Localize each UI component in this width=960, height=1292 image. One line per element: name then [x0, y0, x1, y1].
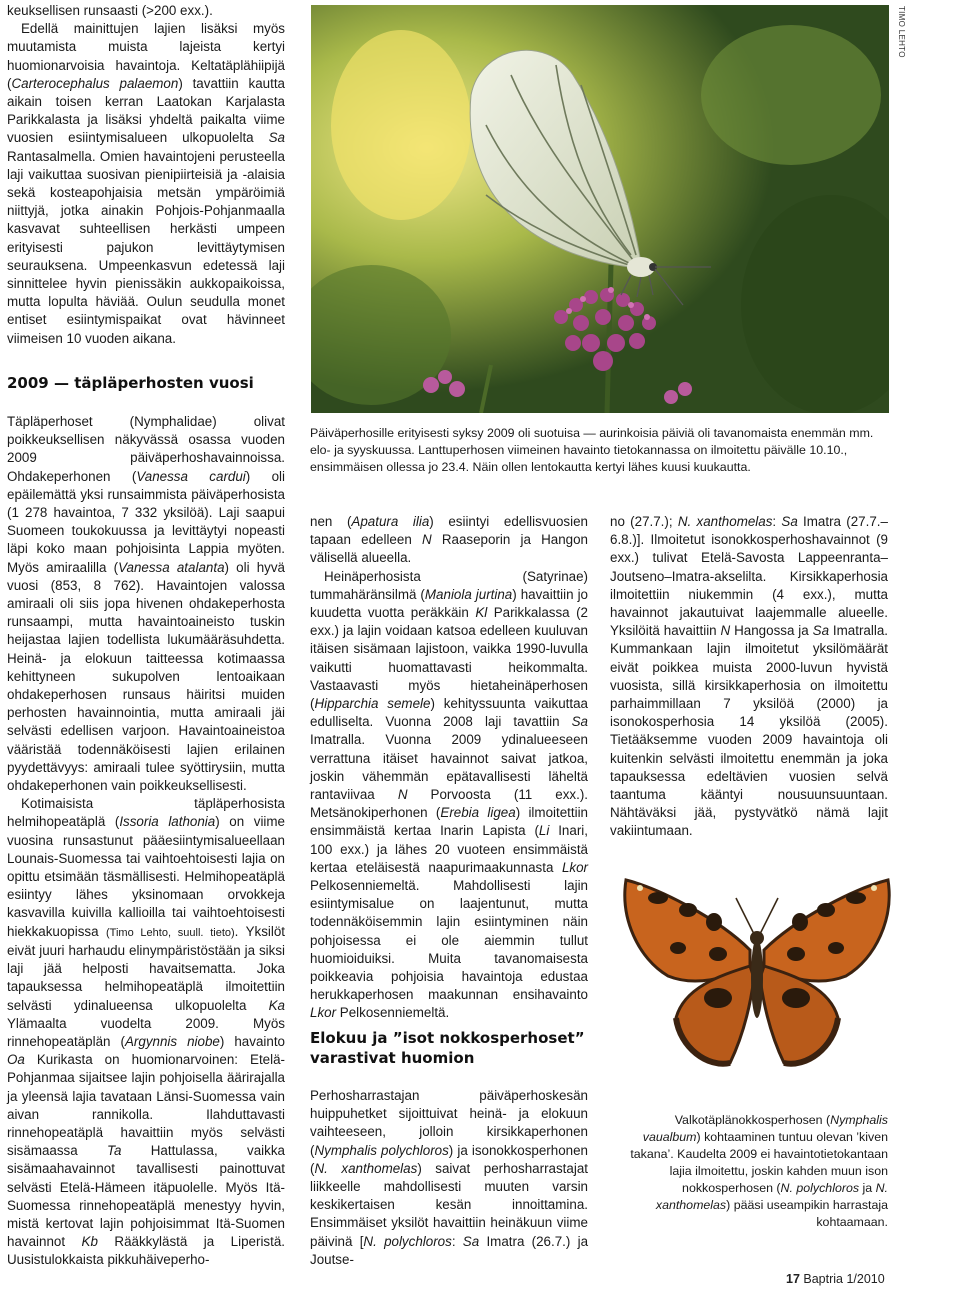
paragraph: Edellä mainittujen lajien lisäksi myös muutamista muista lajeista kertyi huomionarvoisia havaintoja. Keltatäplähiipijä (Carterocephalus palaemon) tavattiin kautta aikain toisen kerran Laatokan Karjalasta Parikkalasta ja lisäksi yhdeltä paikalta viime vuosien esiintymisalueen ulkopuolelta Sa Rantasalmella. Omien havaintojeni perusteella laji vaikuttaa suosivan pienipiirteisiä ja -alaisia sekä kosteapohjaisia metsän ympäröimiä niittyjä, jotka ainakin Pohjois-Pohjanmaalla kasvavat suhteellisen herkästi umpeen erityisesti pajukon levittäytymisen seurauksena. Umpeenkasvun edetessä laji sinnittelee hyvin pienissäkin aukkopaikoissa, mutta lopulta häviää. Oulun seudulla monet entiset esiintymispaikat ovat hävinneet viimeisen 10 vuoden aikana.	[7, 21, 285, 346]
paragraph: keuksellisen runsaasti (>200 exx.).	[7, 3, 213, 18]
photo-caption-top: Päiväperhosille erityisesti syksy 2009 oli suotuisa — aurinkoisia päiviä oli tavanomaista enemmän mm. elo- ja syyskuussa. Lanttuperhosen viimeinen havainto tietokannassa on ilmoitettu päivälle 10.10., ensimmäisen ollessa jo 23.4. Näin ollen lentokautta kertyi lähes kuusi kuukautta.	[310, 426, 874, 474]
page-number: 17	[786, 1272, 800, 1286]
photo-caption-bottom: Valkotäplänokkosperhosen (Nymphalis vaualbum) kohtaaminen tuntuu olevan ’kiven takana’. Kaudelta 2009 ei havaintotietokantaan lajia ilmoitettu, joskin kahden muun ison nokkosperhosen (N. polychloros ja N. xanthomelas) pääsi useampikin harrastaja kohtaamaan.	[630, 1113, 888, 1229]
section-heading-2009: 2009 — täpläperhosten vuosi	[7, 374, 254, 392]
paragraph: Heinäperhosista (Satyrinae) tummahäränsilmä (Maniola jurtina) havaittiin jo kuudetta vuotta peräkkäin Kl Parikkalassa (2 exx.) ja lajin voidaan katsoa edelleen kuuluvan itäisen sisämaan lajistoon, vaikka 1990-luvulla vaikutti huomattavasti heikommalta. Vastaavasti myös hietaheinäperhosen (Hipparchia semele) kehityssuunta vaikuttaa edulliselta. Vuonna 2008 laji tavattiin Sa Imatralla. Vuonna 2009 ydinalueeseen verrattuna itäiset havainnot saivat jatkoa, joskin vähemmän epätavallisesti läheltä rantaviivaa N Porvoosta (11 exx.). Metsänokiperhonen (Erebia ligea) ilmoitettiin ensimmäistä kertaa Inarin Lapista (Li Inari, 100 exx.) ja lähes 20 vuoteen ensimmäistä kertaa eteläisestä naapurimaakunnasta Lkor Pelkosenniemeltä. Mahdollisesti lajin esiintymisalue on laajentunut, mutta todennäköisemmin lajin esiintyminen näin pohjoisessa ei ole aiemmin tullut huomioiduiksi. Muita tavanomaisesta poikkeavia pohjoisia havaintoja edustaa herukkaperhosen maakunnan ensihavainto Lkor Pelkosenniemeltä.	[310, 568, 589, 1021]
middle-column-bottom	[310, 1087, 588, 1269]
photo-illustration	[311, 5, 889, 413]
paragraph: Perhosharrastajan päiväperhoskesän huippuhetket sijoittuivat heinä- ja elokuun vaihteeseen, jolloin kirsikkaperhonen (Nymphalis polychloros) ja isonokkosperhonen (N. xanthomelas) saivat perhosharrastajat liikkeelle mahdollisesti muuten varsin keskikertaisen kesän innoittamina. Ensimmäiset yksilöt havaittiin heinäkuun viime päivinä [N. polychloros: Sa Imatra (26.7.) ja Joutse-	[310, 1088, 589, 1267]
butterfly-illustration	[618, 858, 896, 1090]
left-column-main	[7, 413, 285, 1270]
white-butterfly-on-flower-photo	[311, 5, 889, 413]
paragraph: nen (Apatura ilia) esiintyi edellisvuosien tapaan edelleen N Raaseporin ja Hangon välisellä alueella.	[310, 514, 589, 566]
middle-column	[310, 513, 588, 1023]
photo-credit: TIMO LEHTO	[897, 6, 906, 58]
paragraph: no (27.7.); N. xanthomelas: Sa Imatra (27.7.–6.8.)]. Ilmoitetut isonokkosperhoshavainnot (9 exx.) tulivat Etelä-Savosta Lappeenranta–Joutseno–Imatra-akselilta. Kirsikkaperhosia ilmoitettiin niukemmin (4 exx.), mutta havainnot jakautuivat laajemmalle alueelle. Yksilöitä havaittiin N Hangossa ja Sa Imatralla. Kummankaan lajin ilmoitetut yksilömäärät eivät poikkea muista 2000-luvun hyvistä vuosista, sillä kirsikkaperhosia on ilmoitettu parhaimmillaan 7 yksilöä (2000) ja isonokosperhosia 14 yksilöä (2005). Tietääksemme vuoden 2009 havaintoja oli kuitenkin selvästi ilmoitettu enemmän ja joka tapauksessa edeltävien vuosien selvä taantuma kääntyi nousuunsuuntaan. Nähtäväksi jää, pystyvätkö nämä lajit vakiintumaan.	[610, 514, 889, 839]
paragraph: Kotimaisista täpläperhosista helmihopeatäplä (Issoria lathonia) on viime vuosina runsastunut pääesiintymisalueellaan Lounais-Suomessa tai vaihtoehtoisesti lajia on opittu etsimään täsmällisesti. Helmihopeatäplä esiintyy lähes yksinomaan orvokkeja kasvavilla kuivilla kallioilla tai vaihtoehtoisesti hiekkakuopissa (Timo Lehto, suull. tieto). Yksilöt eivät juuri harhaudu elinympäristöstään ja siksi laji jää helposti havaitsematta. Joka tapauksessa helmihopeatäplä ilmoitettiin selvästi ydinalueensa ulkopuolelta Ka Ylämaalta vuodelta 2009. Myös rinnehopeatäplän (Argynnis niobe) havainto Oa Kurikasta on huomionarvoinen: Etelä-Pohjanmaa sijaitsee lajin pohjoisella äärirajalla ja yleensä lajia tavataan Länsi-Suomessa vain aivan rannikolla. Ilahduttavasti rinnehopeatäplä havaittiin myös selvästi sisämaassa Ta Hattulassa, vaikka sisämaahavainnot tavallisesti painottuvat selvästi Etelä-Hämeen itäpuolelle. Myös Itä-Suomessa rinnehopeatäplä menestyy hyvin, mistä kertovat lajin pohjoisimmat Itä-Suomen havainnot Kb Rääkkylästä ja Liperistä. Uusistulokkaista pikkuhäiveperho-	[7, 796, 286, 1268]
right-column	[610, 513, 888, 841]
paragraph: Täpläperhoset (Nymphalidae) olivat poikkeuksellisen näkyvässä osassa vuoden 2009 päiväperhoshavainnoissa. Ohdakeperhonen (Vanessa cardui) oli epäilemättä yksi runsaimmista päiväperhosista (1 278 havaintoa, 7 332 yksilöä). Laji saapui Suomeen toukokuussa ja levittäytyi nopeasti läpi koko maan pohjoisinta Lappia myöten. Myös amiraalilla (Vanessa atalanta) oli hyvä vuosi (853, 8 762). Havaintojen valossa amiraali oli siis jopa hivenen ohdakeperhosta runsaampi, mutta havaintoaineisto tuskin heijastaa lajien todellista lukumääräsuhdetta. Heinä- ja elokuun taitteessa kotimaassa kehittyneen sukupolven lentoaikaan ohdakeperhosen runsaus häiritsi muiden perhosten havainnointia, mutta amiraali jäi selvästi edellisen varjoon. Havaintoaineistoa vääristää todennäköisesti lajien erilainen pyydettävyys: amiraali tulee syöttirysiin, mutta ohdakeperhonen vain poikkeuksellisesti.	[7, 414, 286, 794]
section-heading-elokuu: Elokuu ja ”isot nokkosperhoset” varastivat huomion	[310, 1029, 585, 1067]
orange-butterfly-photo	[618, 858, 896, 1090]
page-footer	[786, 1272, 885, 1286]
left-column-top	[7, 2, 285, 348]
publication-name: Baptria 1/2010	[803, 1272, 885, 1286]
